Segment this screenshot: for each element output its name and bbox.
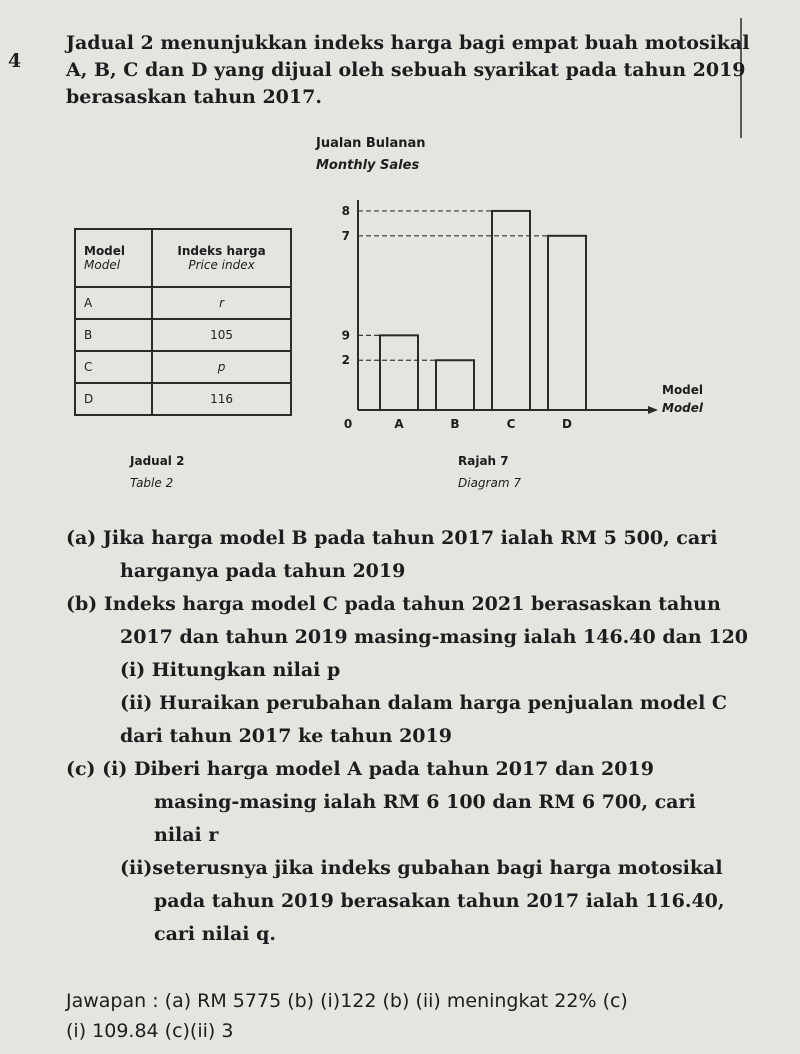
- x-tick-label: C: [506, 417, 516, 431]
- table-caption: Jadual 2 Table 2: [130, 454, 185, 490]
- table-cell-index: r: [152, 287, 291, 319]
- y-tick-label: 9: [341, 328, 350, 343]
- table-cell-model: C: [75, 351, 152, 383]
- question-line: (ii)seterusnya jika indeks gubahan bagi harga motosikal: [120, 857, 723, 879]
- origin-label: 0: [343, 417, 353, 431]
- question-line: nilai r: [154, 824, 219, 846]
- intro-line-3: berasaskan tahun 2017.: [66, 86, 322, 108]
- question-line: (b) Indeks harga model C pada tahun 2021 berasaskan tahun: [66, 593, 721, 615]
- diagram-caption: Rajah 7 Diagram 7: [458, 454, 521, 490]
- x-axis-label: Model: [662, 383, 704, 397]
- bar: [436, 360, 474, 410]
- bar: [492, 211, 530, 410]
- question-parts: [66, 522, 776, 951]
- question-line: (i) Hitungkan nilai p: [120, 659, 341, 681]
- chart-subtitle: Monthly Sales: [316, 158, 420, 173]
- monthly-sales-chart: [330, 190, 730, 440]
- bar: [380, 335, 418, 410]
- chart-title: Jualan Bulanan: [316, 136, 426, 151]
- table-cell-model: D: [75, 383, 152, 415]
- x-axis-arrow: [648, 406, 658, 414]
- x-tick-label: B: [450, 417, 460, 431]
- question-line: cari nilai q.: [154, 923, 277, 945]
- question-number: 4: [8, 50, 22, 72]
- table-cell-index: 116: [152, 383, 291, 415]
- x-tick-label: D: [562, 417, 572, 431]
- y-tick-label: 7: [341, 228, 350, 243]
- question-line: (a) Jika harga model B pada tahun 2017 ialah RM 5 500, cari: [66, 527, 718, 549]
- x-axis-label-en: Model: [662, 401, 704, 415]
- question-line: (c) (i) Diberi harga model A pada tahun 2017 dan 2019: [66, 758, 654, 780]
- bar: [548, 236, 586, 410]
- question-intro: [66, 30, 766, 111]
- table-cell-index: p: [152, 351, 291, 383]
- answer-line-2: (i) 109.84 (c)(ii) 3: [66, 1020, 234, 1042]
- table-cell-index: 105: [152, 319, 291, 351]
- table-row: [75, 383, 291, 415]
- table-row: [75, 287, 291, 319]
- table-cell-model: A: [75, 287, 152, 319]
- table-cell-model: B: [75, 319, 152, 351]
- price-index-table: [74, 228, 292, 416]
- header-price-index: Indeks harga Price index: [152, 229, 291, 287]
- intro-line-2: A, B, C dan D yang dijual oleh sebuah syarikat pada tahun 2019: [66, 59, 746, 81]
- answer-line-1: Jawapan : (a) RM 5775 (b) (i)122 (b) (ii) meningkat 22% (c): [66, 990, 628, 1012]
- question-line: harganya pada tahun 2019: [120, 560, 406, 582]
- header-model: Model Model: [75, 229, 152, 287]
- y-tick-label: 8: [341, 203, 350, 218]
- question-line: 2017 dan tahun 2019 masing-masing ialah 146.40 dan 120: [120, 626, 749, 648]
- answer-block: [66, 986, 786, 1046]
- intro-line-1: Jadual 2 menunjukkan indeks harga bagi empat buah motosikal: [66, 32, 750, 54]
- question-line: (ii) Huraikan perubahan dalam harga penjualan model C: [120, 692, 728, 714]
- table-row: [75, 351, 291, 383]
- question-line: dari tahun 2017 ke tahun 2019: [120, 725, 452, 747]
- question-line: masing-masing ialah RM 6 100 dan RM 6 700, cari: [154, 791, 696, 813]
- table-header-row: [75, 229, 291, 287]
- question-line: pada tahun 2019 berasakan tahun 2017 ialah 116.40,: [154, 890, 725, 912]
- y-tick-label: 2: [341, 353, 350, 368]
- x-tick-label: A: [394, 417, 404, 431]
- table-row: [75, 319, 291, 351]
